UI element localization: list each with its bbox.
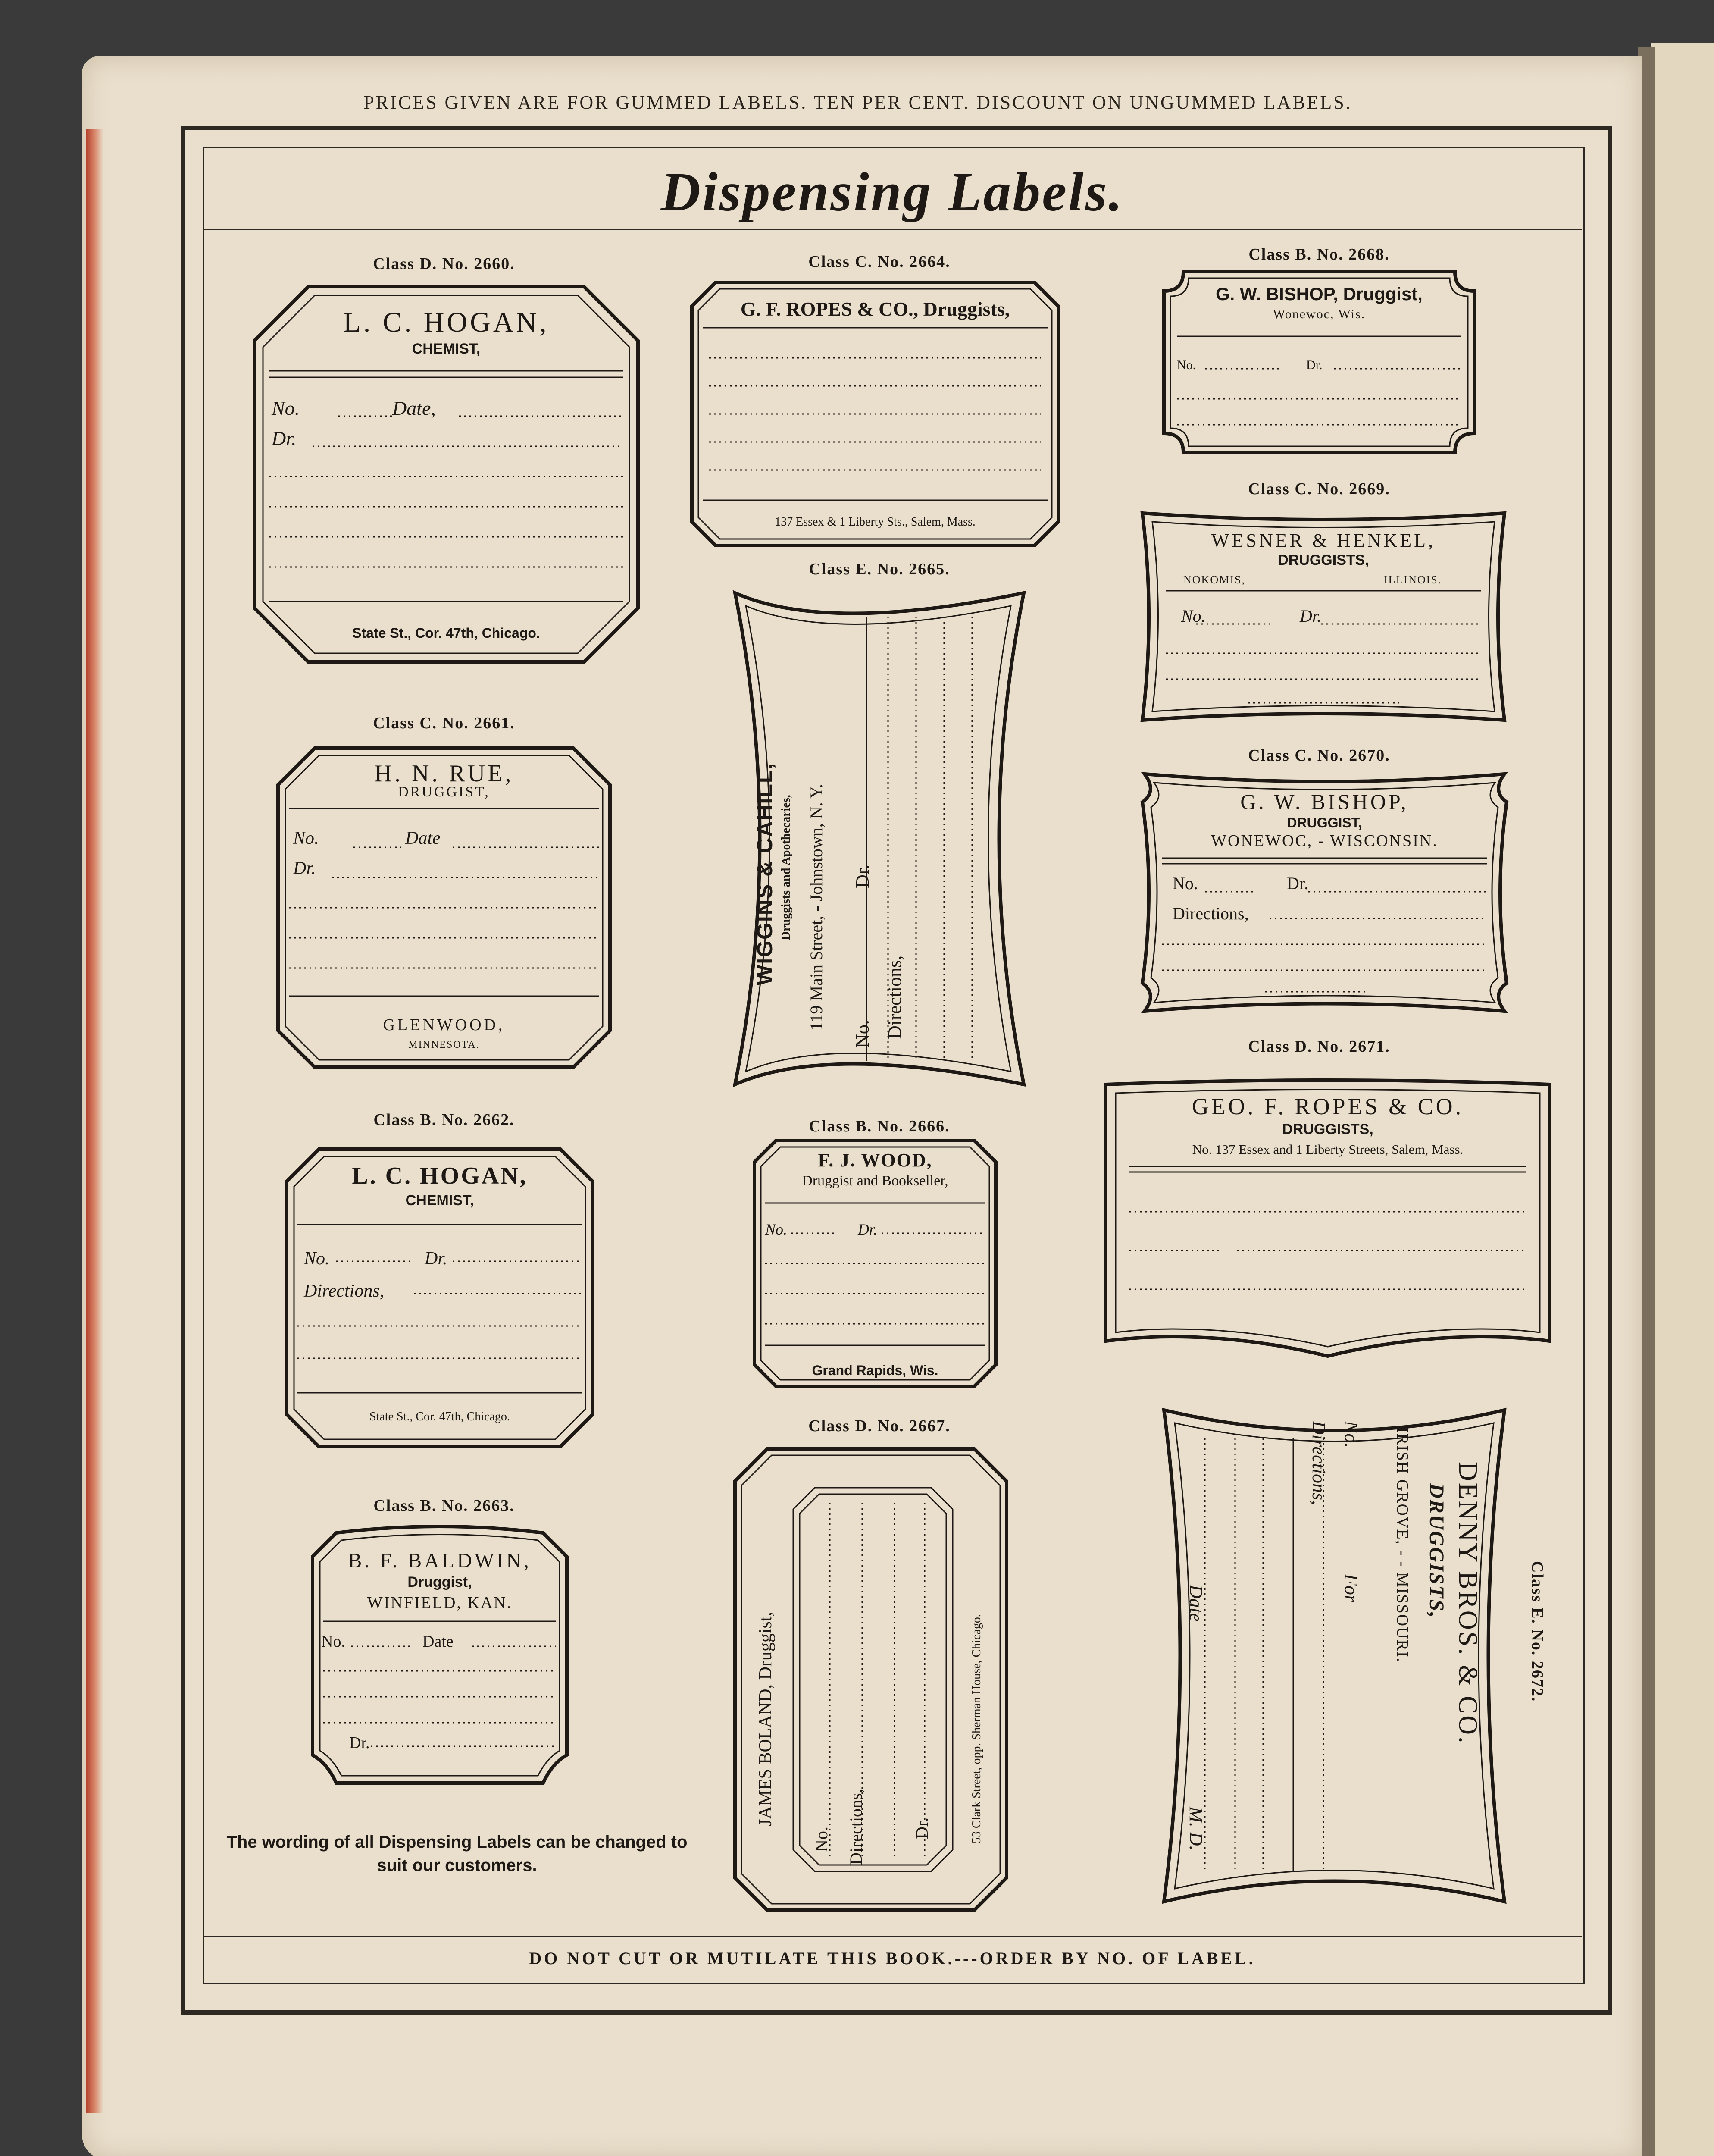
label-2660-field-no: No. bbox=[272, 397, 300, 419]
label-2660-address: State St., Cor. 47th, Chicago. bbox=[352, 625, 540, 641]
label-2667-field-dr: Dr. bbox=[912, 1818, 932, 1839]
label-2669-field-dr: Dr. bbox=[1300, 606, 1322, 626]
label-2664-frame bbox=[690, 280, 1060, 548]
label-2662-address: State St., Cor. 47th, Chicago. bbox=[369, 1410, 510, 1423]
label-2670-field-directions: Directions, bbox=[1173, 904, 1249, 923]
label-2665-field-directions: Directions, bbox=[884, 955, 905, 1039]
label-2665-field-dr: Dr. bbox=[852, 865, 873, 888]
red-page-edge bbox=[86, 129, 103, 2113]
label-2672-address: IRISH GROVE, - - MISSOURI. bbox=[1393, 1427, 1411, 1663]
label-2663-class: Class B. No. 2663. bbox=[373, 1497, 515, 1515]
label-2670-name: G. W. BISHOP, bbox=[1240, 790, 1409, 814]
label-2667-field-no: No. bbox=[812, 1827, 831, 1852]
label-2664-name: G. F. ROPES & CO., Druggists, bbox=[740, 298, 1010, 320]
label-2670-class: Class C. No. 2670. bbox=[1248, 746, 1390, 765]
label-2672-field-md: M. D. bbox=[1185, 1807, 1207, 1851]
label-2663-field-dr: Dr. bbox=[349, 1734, 370, 1752]
customization-note: The wording of all Dispensing Labels can be changed to suit our customers. bbox=[226, 1833, 688, 1875]
gummed-labels-note: PRICES GIVEN ARE FOR GUMMED LABELS. TEN PER CENT. DISCOUNT ON UNGUMMED LABELS. bbox=[363, 92, 1352, 113]
label-2671-class: Class D. No. 2671. bbox=[1248, 1037, 1390, 1056]
label-2665-address: 119 Main Street, - Johnstown, N. Y. bbox=[807, 784, 826, 1031]
label-2661-field-dr: Dr. bbox=[293, 859, 316, 878]
label-2671-name: GEO. F. ROPES & CO. bbox=[1192, 1094, 1464, 1119]
label-2665-field-no: No. bbox=[852, 1020, 873, 1048]
label-2663-field-date: Date bbox=[422, 1633, 454, 1651]
label-2668-field-dr: Dr. bbox=[1306, 358, 1323, 372]
label-2669-state: ILLINOIS. bbox=[1384, 573, 1442, 586]
label-2661-town: GLENWOOD, bbox=[383, 1016, 505, 1034]
label-2661-field-no: No. bbox=[293, 828, 319, 848]
next-page-edge bbox=[1651, 43, 1714, 2156]
label-2668-field-no: No. bbox=[1177, 358, 1196, 372]
label-2662-sub: CHEMIST, bbox=[405, 1192, 474, 1209]
label-2672-field-date: Date bbox=[1185, 1585, 1207, 1622]
page-title: Dispensing Labels. bbox=[660, 161, 1124, 222]
label-2665-class: Class E. No. 2665. bbox=[809, 560, 950, 578]
label-2663-town: WINFIELD, KAN. bbox=[367, 1594, 513, 1612]
label-2667-address: 53 Clark Street, opp. Sherman House, Chicago. bbox=[970, 1614, 983, 1843]
label-2660-class: Class D. No. 2660. bbox=[373, 255, 515, 273]
label-2669-name: WESNER & HENKEL, bbox=[1211, 530, 1436, 551]
label-2672-field-for: For bbox=[1341, 1574, 1362, 1602]
label-2663-sub: Druggist, bbox=[407, 1574, 472, 1590]
label-2660-name: L. C. HOGAN, bbox=[343, 307, 549, 338]
label-2668-town: Wonewoc, Wis. bbox=[1273, 307, 1366, 321]
label-2662-class: Class B. No. 2662. bbox=[373, 1111, 515, 1129]
page-footer: DO NOT CUT OR MUTILATE THIS BOOK.---ORDER BY NO. OF LABEL. bbox=[529, 1949, 1256, 1968]
label-2665-sub: Druggists and Apothecaries, bbox=[779, 795, 793, 940]
label-2666-field-dr: Dr. bbox=[858, 1221, 878, 1238]
label-2666-address: Grand Rapids, Wis. bbox=[812, 1363, 938, 1378]
label-2666-class: Class B. No. 2666. bbox=[809, 1117, 950, 1135]
label-2666-name: F. J. WOOD, bbox=[818, 1150, 932, 1171]
label-2670-sub: DRUGGIST, bbox=[1287, 815, 1362, 830]
label-2662-name: L. C. HOGAN, bbox=[352, 1163, 528, 1189]
label-2671-address: No. 137 Essex and 1 Liberty Streets, Salem, Mass. bbox=[1192, 1142, 1464, 1157]
label-2662-field-directions: Directions, bbox=[304, 1281, 385, 1301]
label-2665-name: WIGGINS & CAHILL, bbox=[753, 762, 777, 985]
label-2672-field-no: No. bbox=[1341, 1421, 1362, 1448]
label-2667-class: Class D. No. 2667. bbox=[808, 1417, 951, 1435]
label-2666-field-no: No. bbox=[765, 1221, 788, 1238]
label-2672-name: DENNY BROS. & CO. bbox=[1453, 1462, 1483, 1745]
label-2661-sub: DRUGGIST, bbox=[398, 784, 490, 800]
title-rule bbox=[203, 229, 1582, 230]
label-2667-name: JAMES BOLAND, Druggist, bbox=[756, 1611, 776, 1826]
label-2672-field-directions: Directions, bbox=[1308, 1421, 1329, 1505]
label-2669-sub: DRUGGISTS, bbox=[1278, 552, 1369, 568]
label-2663-name: B. F. BALDWIN, bbox=[348, 1549, 532, 1572]
label-2666-sub: Druggist and Bookseller, bbox=[802, 1173, 948, 1189]
label-2670-field-dr: Dr. bbox=[1287, 874, 1308, 893]
label-2672-sub: DRUGGISTS, bbox=[1425, 1483, 1448, 1619]
label-2664-class: Class C. No. 2664. bbox=[808, 253, 951, 271]
label-2660-field-date: Date, bbox=[392, 397, 436, 419]
label-2661-field-date: Date bbox=[405, 828, 441, 848]
label-2669-field-no: No. bbox=[1181, 606, 1206, 626]
label-2670-town: WONEWOC, - WISCONSIN. bbox=[1211, 832, 1438, 850]
label-2672-class: Class E. No. 2672. bbox=[1528, 1561, 1546, 1702]
footer-rule bbox=[203, 1936, 1582, 1937]
label-2660-sub: CHEMIST, bbox=[412, 341, 481, 357]
label-2668-class: Class B. No. 2668. bbox=[1248, 245, 1390, 263]
label-2668-name: G. W. BISHOP, Druggist, bbox=[1216, 284, 1423, 304]
label-2671-sub: DRUGGISTS, bbox=[1282, 1121, 1373, 1138]
label-2664-address: 137 Essex & 1 Liberty Sts., Salem, Mass. bbox=[775, 515, 976, 529]
label-2669-class: Class C. No. 2669. bbox=[1248, 480, 1390, 498]
label-2667-field-directions: Directions, bbox=[846, 1789, 866, 1865]
label-2662-field-dr: Dr. bbox=[425, 1249, 447, 1269]
label-2670-field-no: No. bbox=[1173, 874, 1198, 893]
label-2663-field-no: No. bbox=[321, 1633, 345, 1651]
label-2669-town: NOKOMIS, bbox=[1183, 573, 1245, 586]
label-2661-state: MINNESOTA. bbox=[408, 1039, 480, 1050]
label-2660-field-dr: Dr. bbox=[272, 427, 297, 449]
label-2661-class: Class C. No. 2661. bbox=[373, 714, 515, 732]
label-2662-field-no: No. bbox=[304, 1249, 330, 1269]
label-2661-name: H. N. RUE, bbox=[374, 760, 514, 787]
